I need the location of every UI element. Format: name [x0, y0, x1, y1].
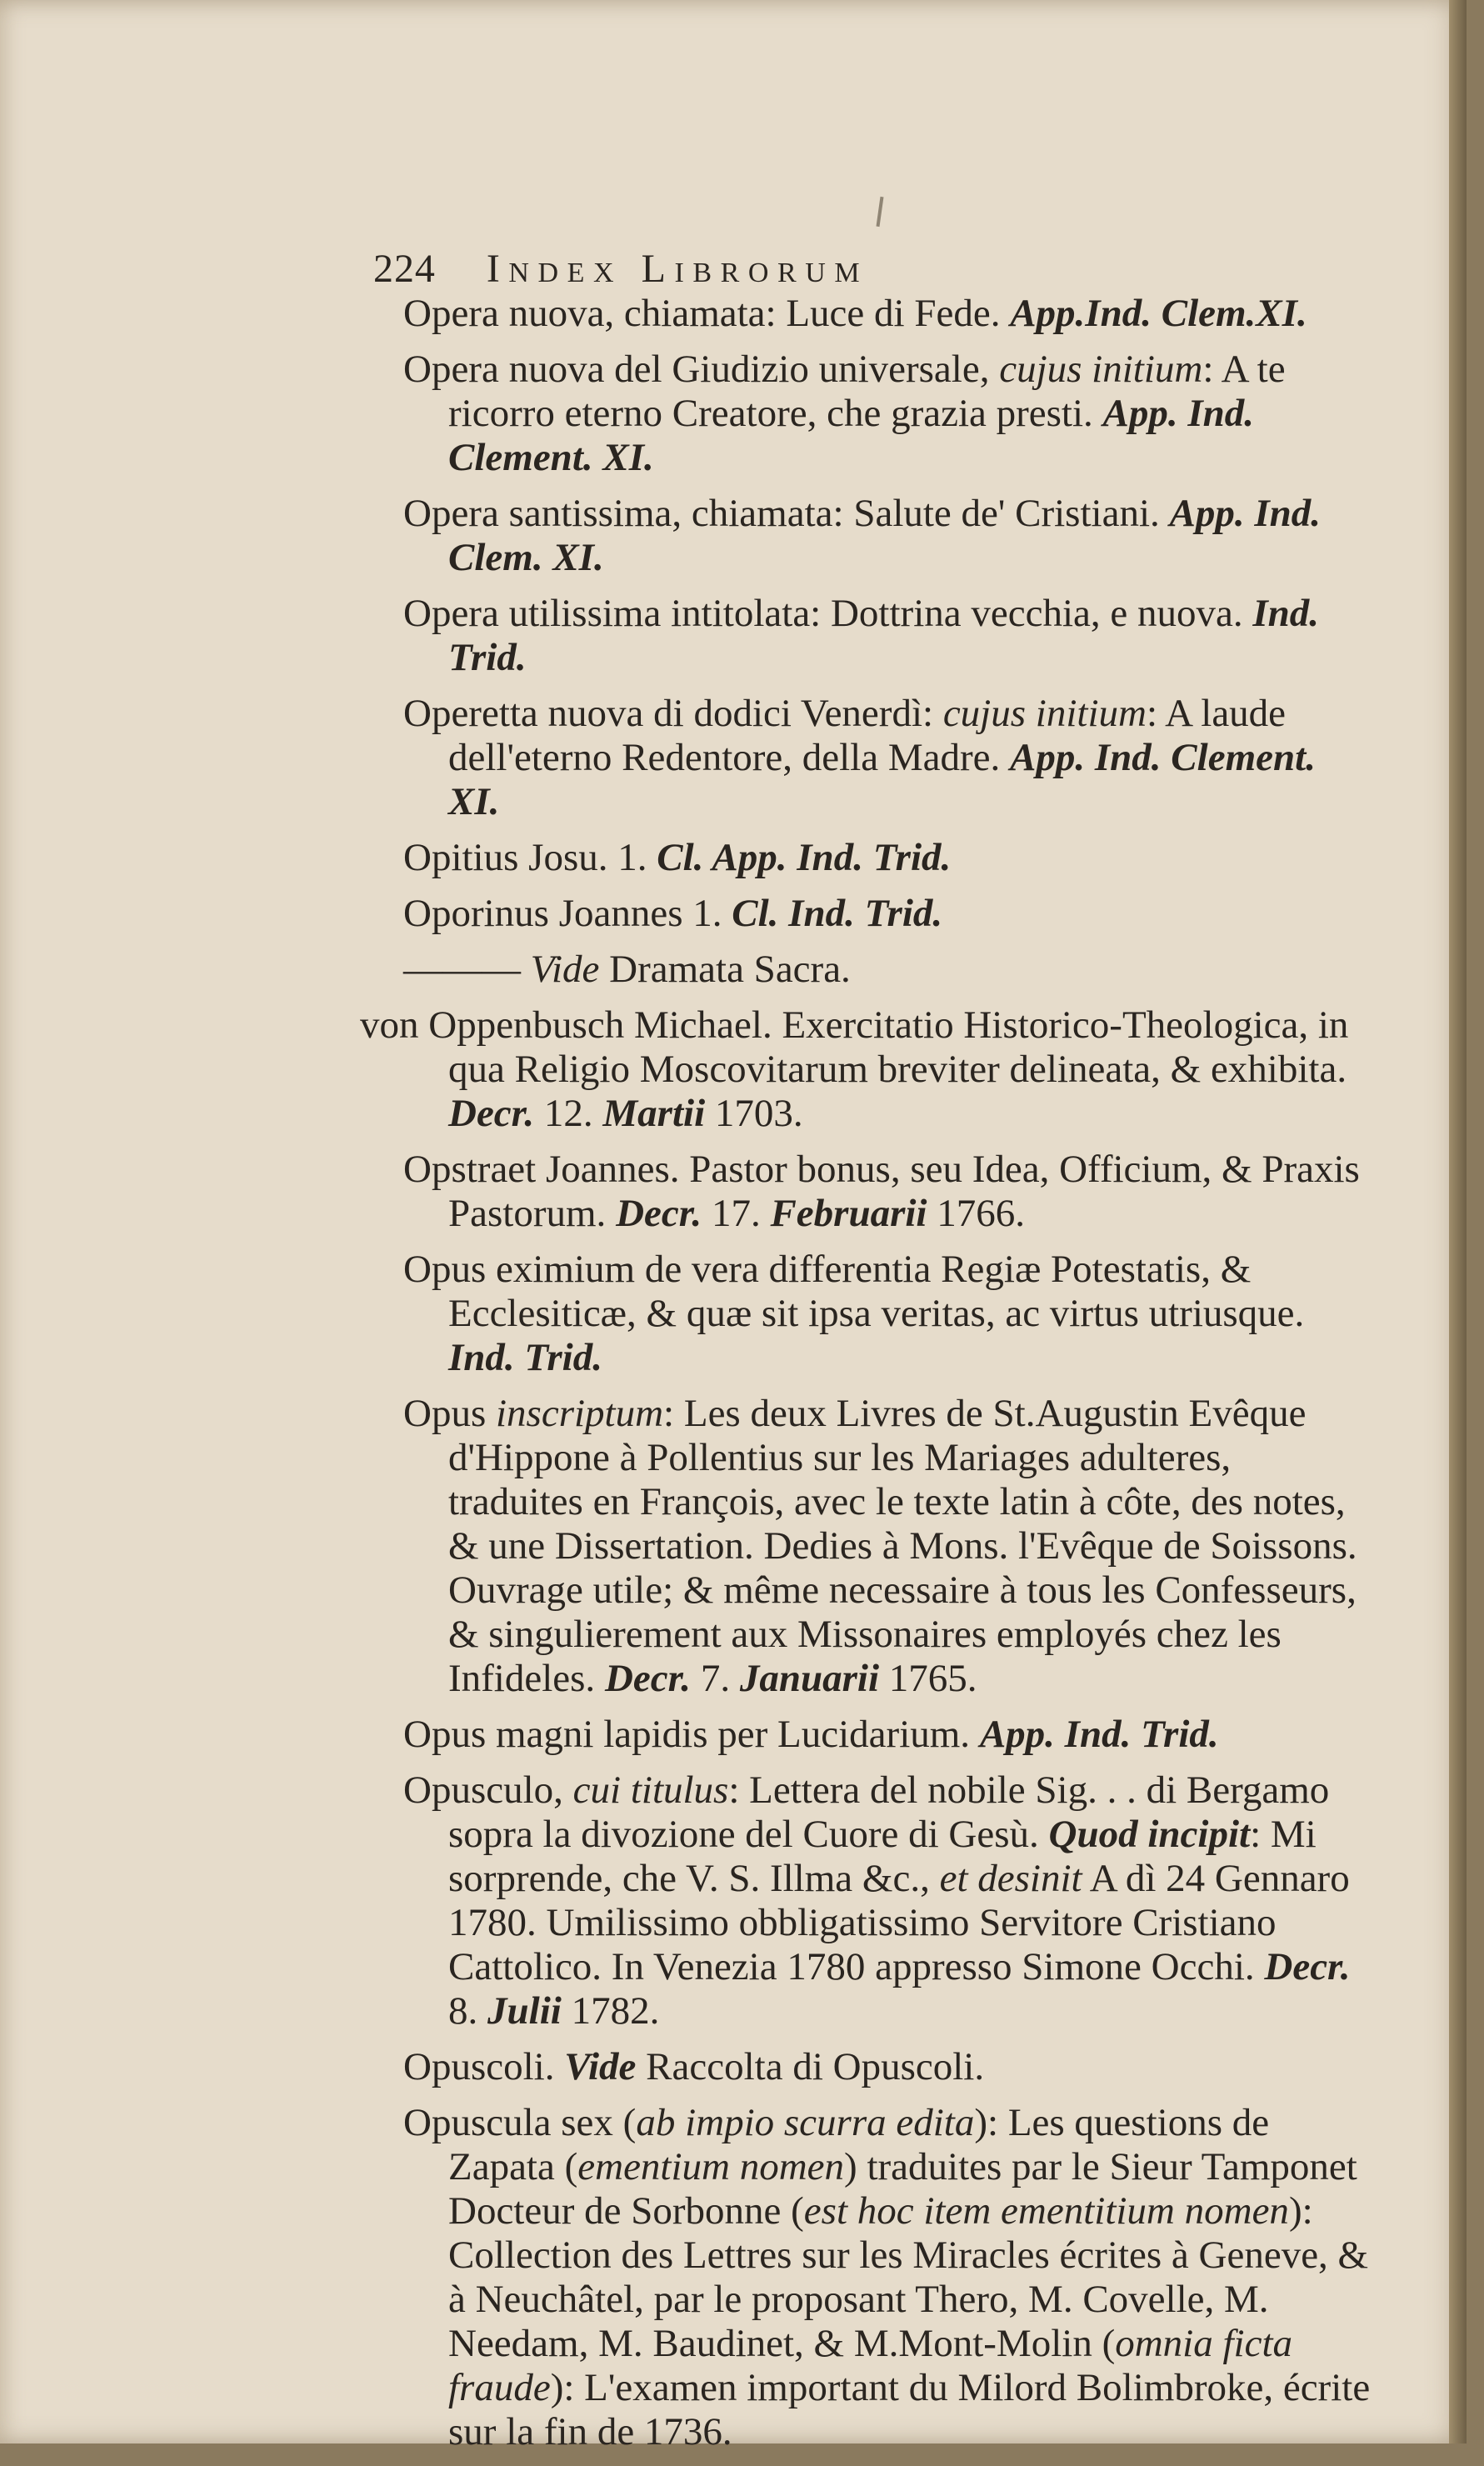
page-number: 224 [373, 247, 436, 291]
index-entry: ——— Vide Dramata Sacra. [403, 948, 851, 991]
index-entry: Opera utilissima intitolata: Dottrina vecchia, e nuova. Ind. Trid. [403, 592, 1320, 679]
index-entry: Opitius Josu. 1. Cl. App. Ind. Trid. [403, 836, 952, 879]
index-entry: Opuscoli. Vide Raccolta di Opuscoli. [403, 2045, 985, 2088]
header-title: Index Librorum [486, 247, 869, 291]
index-entry: Operetta nuova di dodici Venerdì: cujus initium: A laude dell'eterno Redentore, della Madre. App. Ind. Clement. XI. [403, 692, 1316, 823]
index-entry: von Oppenbusch Michael. Exercitatio Historico-Theologica, in qua Religio Moscovitarum breviter delineata, & exhibita. Decr. 12. Martii 1703. [360, 1003, 1349, 1135]
index-entries [0, 292, 1417, 2466]
index-entry: Opusculo, cui titulus: Lettera del nobile Sig. . . di Bergamo sopra la divozione del Cuore di Gesù. Quod incipit: Mi sorprende, che V. S. Illma &c., et desinit A dì 24 Gennaro 1780. Umilissimo obbligatissimo Servitore Cristiano Cattolico. In Venezia 1780 appresso Simone Occhi. Decr. 8. Julii 1782. [403, 1768, 1351, 2033]
index-entry: Opera nuova del Giudizio universale, cujus initium: A te ricorro eterno Creatore, che grazia presti. App. Ind. Clement. XI. [403, 348, 1286, 479]
index-entry: Opera santissima, chiamata: Salute de' Cristiani. App. Ind. Clem. XI. [403, 492, 1322, 579]
index-entry: Opuscula sex (ab impio scurra edita): Les questions de Zapata (ementium nomen) traduites par le Sieur Tamponet Docteur de Sorbonne (est hoc item ementitium nomen): Collection des Lettres sur les Miracles écrites à Geneve, & à Neuchâtel, par le proposant Thero, M. Covelle, M. Needam, M. Baudinet, & M.Mont-Molin (omnia ficta fraude): L'examen important du Milord Bolimbroke, écrite sur la fin de 1736. [403, 2101, 1371, 2453]
index-entry: Oporinus Joannes 1. Cl. Ind. Trid. [403, 892, 943, 935]
index-entry: Opus inscriptum: Les deux Livres de St.Augustin Evêque d'Hippone à Pollentius sur les Mariages adulteres, traduites en François, avec le texte latin à côte, des notes, & une Dissertation. Dedies à Mons. l'Evêque de Soissons. Ouvrage utile; & même necessaire à tous les Confesseurs, & singulierement aux Missonaires employés chez les Infideles. Decr. 7. Januarii 1765. [403, 1392, 1357, 1700]
running-header [373, 247, 868, 291]
index-entry: Opera nuova, chiamata: Luce di Fede. App.Ind. Clem.XI. [403, 292, 1307, 335]
index-entry: Opus eximium de vera differentia Regiæ Potestatis, & Ecclesiticæ, & quæ sit ipsa veritas, ac virtus utriusque. Ind. Trid. [403, 1248, 1305, 1379]
index-entry: Opstraet Joannes. Pastor bonus, seu Idea, Officium, & Praxis Pastorum. Decr. 17. Februarii 1766. [403, 1148, 1360, 1235]
index-entry: Opus magni lapidis per Lucidarium. App. Ind. Trid. [403, 1713, 1219, 1756]
